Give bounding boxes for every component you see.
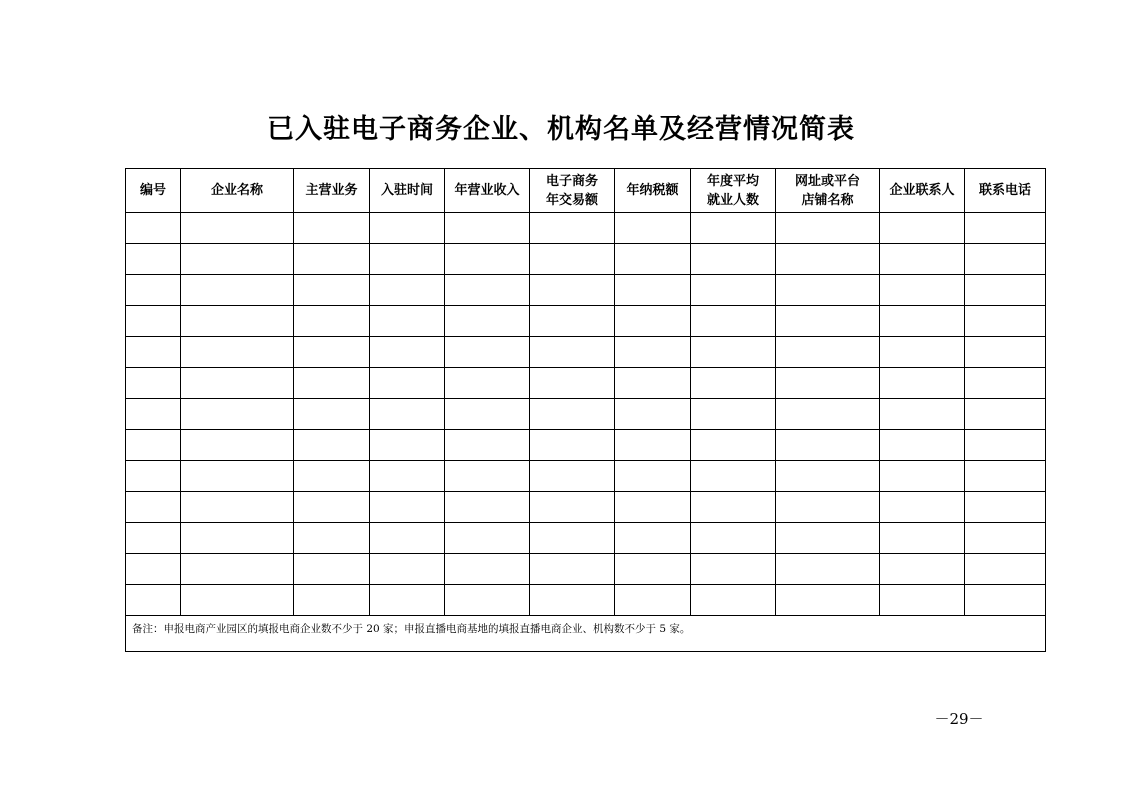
table-cell [294, 492, 370, 523]
table-cell [965, 213, 1046, 244]
table-cell [126, 337, 181, 368]
table-cell [445, 554, 530, 585]
table-cell [965, 368, 1046, 399]
table-cell [181, 492, 294, 523]
table-cell [615, 275, 691, 306]
table-cell [370, 244, 445, 275]
table-row [126, 585, 1046, 616]
table-cell [530, 244, 615, 275]
table-cell [530, 337, 615, 368]
table-row [126, 399, 1046, 430]
table-cell [126, 585, 181, 616]
table-cell [181, 306, 294, 337]
table-cell [370, 275, 445, 306]
table-cell [965, 523, 1046, 554]
table-cell [445, 368, 530, 399]
table-cell [370, 399, 445, 430]
table-cell [615, 523, 691, 554]
table-cell [370, 523, 445, 554]
column-header: 年度平均 就业人数 [691, 169, 776, 213]
table-cell [126, 244, 181, 275]
table-row [126, 554, 1046, 585]
table-cell [181, 275, 294, 306]
table-cell [370, 306, 445, 337]
table-cell [776, 523, 880, 554]
column-header: 企业名称 [181, 169, 294, 213]
table-cell [294, 213, 370, 244]
table-cell [445, 461, 530, 492]
table-cell [776, 337, 880, 368]
table-cell [615, 554, 691, 585]
table-cell [880, 213, 965, 244]
table-cell [965, 306, 1046, 337]
table-cell [776, 244, 880, 275]
table-cell [691, 523, 776, 554]
table-cell [615, 244, 691, 275]
table-cell [691, 461, 776, 492]
table-cell [776, 213, 880, 244]
table-cell [445, 275, 530, 306]
table-cell [965, 244, 1046, 275]
table-cell [294, 461, 370, 492]
table-cell [294, 306, 370, 337]
table-cell [691, 554, 776, 585]
table-cell [530, 275, 615, 306]
table-cell [294, 430, 370, 461]
table-cell [691, 585, 776, 616]
table-cell [445, 430, 530, 461]
table-cell [126, 461, 181, 492]
table-cell [615, 213, 691, 244]
table-cell [776, 306, 880, 337]
table-cell [965, 554, 1046, 585]
table-cell [965, 492, 1046, 523]
table-cell [530, 430, 615, 461]
table-cell [776, 399, 880, 430]
table-cell [370, 585, 445, 616]
table-row [126, 337, 1046, 368]
table-cell [126, 213, 181, 244]
table-cell [294, 399, 370, 430]
table-cell [776, 368, 880, 399]
table-cell [691, 368, 776, 399]
table-cell [370, 430, 445, 461]
table-row [126, 213, 1046, 244]
table-cell [776, 275, 880, 306]
table-cell [445, 523, 530, 554]
document-title: 已入驻电子商务企业、机构名单及经营情况简表 [267, 114, 855, 145]
table-cell [181, 399, 294, 430]
table-cell [880, 430, 965, 461]
table-cell [181, 213, 294, 244]
table-cell [126, 492, 181, 523]
table-cell [294, 337, 370, 368]
column-header: 主营业务 [294, 169, 370, 213]
table-row [126, 275, 1046, 306]
table-cell [880, 337, 965, 368]
table-cell [370, 461, 445, 492]
table-cell [615, 492, 691, 523]
column-header: 电子商务 年交易额 [530, 169, 615, 213]
table-cell [615, 430, 691, 461]
table-cell [880, 585, 965, 616]
table-cell [370, 554, 445, 585]
table-cell [691, 399, 776, 430]
table-cell [126, 430, 181, 461]
table-cell [126, 306, 181, 337]
note-row [126, 616, 1046, 652]
table-cell [181, 368, 294, 399]
table-cell [530, 213, 615, 244]
table-cell [530, 554, 615, 585]
table-cell [691, 337, 776, 368]
table-cell [181, 461, 294, 492]
table-cell [880, 399, 965, 430]
table-cell [126, 554, 181, 585]
column-header: 网址或平台 店铺名称 [776, 169, 880, 213]
table-cell [530, 399, 615, 430]
table-row [126, 244, 1046, 275]
table-row [126, 306, 1046, 337]
table-cell [965, 585, 1046, 616]
table-cell [615, 337, 691, 368]
table-cell [294, 368, 370, 399]
table-cell [445, 399, 530, 430]
table-cell [615, 461, 691, 492]
table-cell [370, 368, 445, 399]
table-cell [776, 492, 880, 523]
table-cell [691, 492, 776, 523]
table-cell [530, 306, 615, 337]
table-cell [181, 554, 294, 585]
table-cell [530, 492, 615, 523]
table-row [126, 368, 1046, 399]
table-cell [181, 337, 294, 368]
table-cell [181, 523, 294, 554]
table-cell [615, 585, 691, 616]
table-cell [965, 337, 1046, 368]
table-cell [181, 585, 294, 616]
table-cell [530, 585, 615, 616]
table-cell [445, 492, 530, 523]
table-cell [965, 275, 1046, 306]
column-header: 编号 [126, 169, 181, 213]
table-cell [965, 399, 1046, 430]
column-header: 入驻时间 [370, 169, 445, 213]
table-cell [776, 461, 880, 492]
table-cell [776, 430, 880, 461]
table-cell [445, 337, 530, 368]
table-cell [294, 554, 370, 585]
column-header: 企业联系人 [880, 169, 965, 213]
table-cell [880, 306, 965, 337]
table-cell [126, 399, 181, 430]
table-cell [530, 368, 615, 399]
column-header: 年纳税额 [615, 169, 691, 213]
table-row [126, 461, 1046, 492]
table-cell [445, 213, 530, 244]
table-note: 备注：申报电商产业园区的填报电商企业数不少于 20 家；申报直播电商基地的填报直播电商企业、机构数不少于 5 家。 [126, 616, 1046, 652]
table-cell [370, 213, 445, 244]
table-cell [965, 461, 1046, 492]
table-cell [691, 306, 776, 337]
table-cell [691, 244, 776, 275]
table-cell [880, 244, 965, 275]
table-cell [691, 430, 776, 461]
table-cell [615, 399, 691, 430]
table-cell [776, 585, 880, 616]
table-cell [445, 306, 530, 337]
table-cell [615, 306, 691, 337]
table-cell [370, 337, 445, 368]
header-row [126, 169, 1046, 213]
table-cell [294, 523, 370, 554]
table-row [126, 430, 1046, 461]
table-cell [181, 430, 294, 461]
table-cell [530, 461, 615, 492]
table-cell [445, 244, 530, 275]
table-cell [445, 585, 530, 616]
table-cell [181, 244, 294, 275]
table-cell [691, 275, 776, 306]
table-cell [294, 244, 370, 275]
table-cell [965, 430, 1046, 461]
table-cell [880, 492, 965, 523]
table-cell [294, 275, 370, 306]
table-cell [126, 368, 181, 399]
table-cell [880, 554, 965, 585]
table-cell [530, 523, 615, 554]
table-cell [126, 523, 181, 554]
table-cell [126, 275, 181, 306]
page-number: －29－ [934, 710, 984, 728]
table-cell [776, 554, 880, 585]
table-body [126, 213, 1046, 652]
table-cell [880, 368, 965, 399]
enterprise-table [125, 168, 1046, 652]
table-cell [880, 275, 965, 306]
table-cell [880, 523, 965, 554]
table-cell [615, 368, 691, 399]
table-cell [691, 213, 776, 244]
column-header: 年营业收入 [445, 169, 530, 213]
table-cell [294, 585, 370, 616]
table-cell [370, 492, 445, 523]
column-header: 联系电话 [965, 169, 1046, 213]
table-row [126, 523, 1046, 554]
table-row [126, 492, 1046, 523]
table-cell [880, 461, 965, 492]
